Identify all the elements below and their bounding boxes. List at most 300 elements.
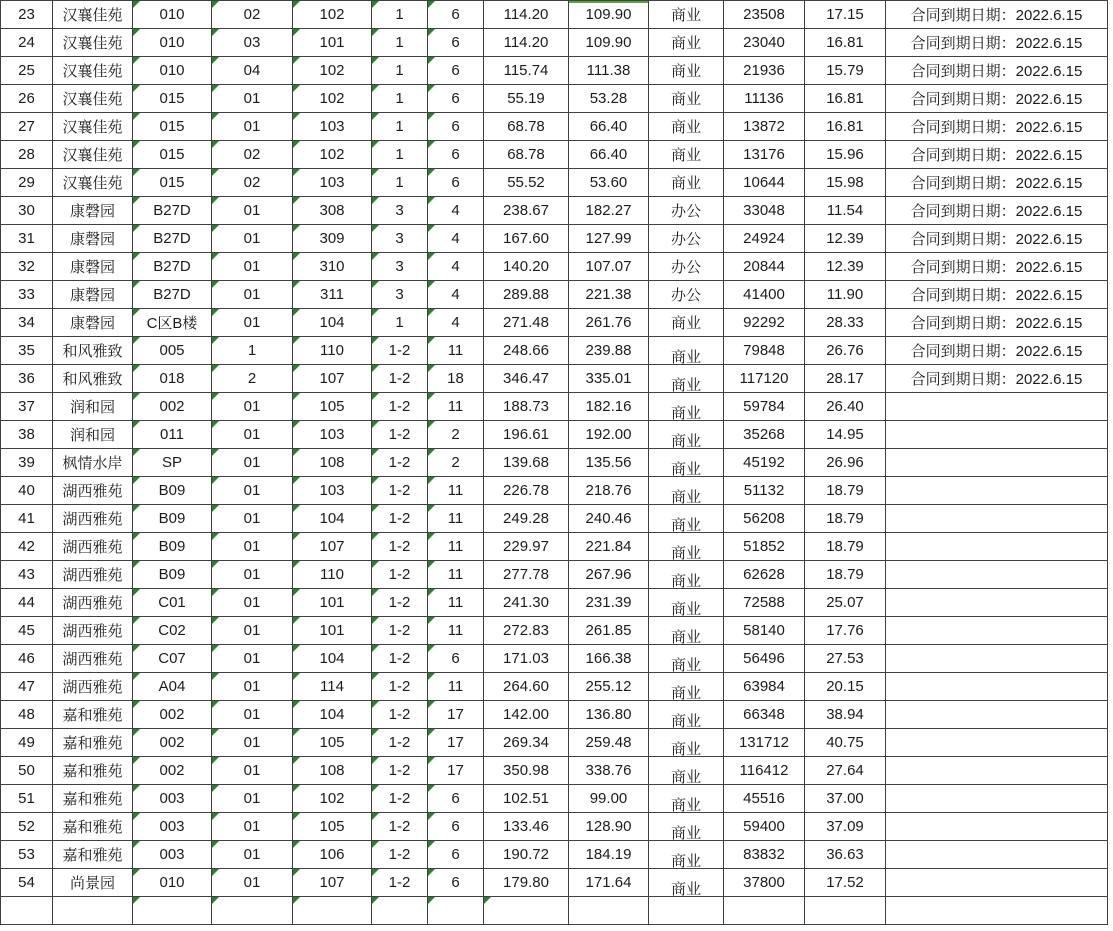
cell-amount[interactable]	[724, 281, 805, 309]
cell-count[interactable]	[428, 337, 484, 365]
cell-building[interactable]	[133, 617, 212, 645]
cell-area-inner[interactable]	[569, 449, 649, 477]
cell-unit-price[interactable]	[805, 617, 886, 645]
cell-area-inner[interactable]	[569, 337, 649, 365]
cell-seq[interactable]	[1, 337, 53, 365]
cell-floor[interactable]	[372, 561, 428, 589]
cell-area-total[interactable]	[484, 113, 569, 141]
cell-unit-price[interactable]	[805, 365, 886, 393]
cell-usage[interactable]	[649, 701, 724, 729]
cell-floor[interactable]	[372, 1, 428, 29]
cell-remark[interactable]	[886, 253, 1108, 281]
cell-count[interactable]	[428, 85, 484, 113]
cell-building[interactable]	[133, 561, 212, 589]
cell-area-total[interactable]	[484, 757, 569, 785]
cell-unit-price[interactable]	[805, 1, 886, 29]
cell-unit[interactable]	[212, 85, 293, 113]
cell-usage[interactable]	[649, 113, 724, 141]
cell-area-inner[interactable]	[569, 365, 649, 393]
cell-area-inner[interactable]	[569, 645, 649, 673]
cell-unit[interactable]	[212, 253, 293, 281]
cell-unit-price[interactable]	[805, 589, 886, 617]
cell-unit-price[interactable]	[805, 57, 886, 85]
cell-room[interactable]	[293, 561, 372, 589]
cell-remark[interactable]	[886, 589, 1108, 617]
cell-area-inner[interactable]	[569, 253, 649, 281]
cell-amount[interactable]	[724, 589, 805, 617]
cell-count[interactable]	[428, 589, 484, 617]
cell-usage[interactable]	[649, 617, 724, 645]
cell-remark[interactable]	[886, 729, 1108, 757]
cell-estate[interactable]	[53, 365, 133, 393]
cell-seq[interactable]	[1, 281, 53, 309]
cell-usage[interactable]	[649, 645, 724, 673]
cell-floor[interactable]	[372, 141, 428, 169]
cell-seq[interactable]	[1, 29, 53, 57]
cell-area-inner[interactable]	[569, 477, 649, 505]
cell-building[interactable]	[133, 533, 212, 561]
cell-building[interactable]	[133, 141, 212, 169]
cell-count[interactable]	[428, 113, 484, 141]
cell-building[interactable]	[133, 113, 212, 141]
cell-building[interactable]	[133, 505, 212, 533]
cell-room[interactable]	[293, 169, 372, 197]
cell-unit-price[interactable]	[805, 197, 886, 225]
cell-room[interactable]	[293, 673, 372, 701]
cell-count[interactable]	[428, 813, 484, 841]
cell-unit-price[interactable]	[805, 701, 886, 729]
cell-usage[interactable]	[649, 337, 724, 365]
cell-area-total[interactable]	[484, 589, 569, 617]
cell-seq[interactable]	[1, 169, 53, 197]
cell-area-total[interactable]	[484, 393, 569, 421]
cell-estate[interactable]	[53, 897, 133, 925]
cell-area-total[interactable]	[484, 645, 569, 673]
cell-count[interactable]	[428, 393, 484, 421]
cell-room[interactable]	[293, 533, 372, 561]
cell-estate[interactable]	[53, 225, 133, 253]
cell-count[interactable]	[428, 421, 484, 449]
cell-usage[interactable]	[649, 141, 724, 169]
cell-remark[interactable]	[886, 1, 1108, 29]
cell-area-total[interactable]	[484, 505, 569, 533]
cell-remark[interactable]	[886, 533, 1108, 561]
cell-estate[interactable]	[53, 169, 133, 197]
cell-building[interactable]	[133, 449, 212, 477]
cell-estate[interactable]	[53, 533, 133, 561]
cell-floor[interactable]	[372, 617, 428, 645]
cell-amount[interactable]	[724, 477, 805, 505]
cell-amount[interactable]	[724, 757, 805, 785]
cell-room[interactable]	[293, 29, 372, 57]
cell-usage[interactable]	[649, 57, 724, 85]
cell-unit-price[interactable]	[805, 673, 886, 701]
cell-area-total[interactable]	[484, 477, 569, 505]
cell-room[interactable]	[293, 589, 372, 617]
cell-building[interactable]	[133, 421, 212, 449]
cell-area-inner[interactable]	[569, 169, 649, 197]
cell-count[interactable]	[428, 673, 484, 701]
cell-seq[interactable]	[1, 617, 53, 645]
cell-estate[interactable]	[53, 29, 133, 57]
cell-unit-price[interactable]	[805, 141, 886, 169]
cell-remark[interactable]	[886, 225, 1108, 253]
cell-area-inner[interactable]	[569, 57, 649, 85]
cell-area-total[interactable]	[484, 253, 569, 281]
cell-room[interactable]	[293, 253, 372, 281]
cell-floor[interactable]	[372, 29, 428, 57]
cell-building[interactable]	[133, 197, 212, 225]
cell-room[interactable]	[293, 757, 372, 785]
cell-unit[interactable]	[212, 449, 293, 477]
cell-remark[interactable]	[886, 617, 1108, 645]
cell-seq[interactable]	[1, 533, 53, 561]
cell-area-total[interactable]	[484, 533, 569, 561]
cell-room[interactable]	[293, 477, 372, 505]
cell-usage[interactable]	[649, 281, 724, 309]
cell-amount[interactable]	[724, 561, 805, 589]
cell-unit[interactable]	[212, 589, 293, 617]
cell-usage[interactable]	[649, 785, 724, 813]
cell-area-total[interactable]	[484, 785, 569, 813]
cell-count[interactable]	[428, 505, 484, 533]
cell-remark[interactable]	[886, 169, 1108, 197]
cell-usage[interactable]	[649, 309, 724, 337]
cell-floor[interactable]	[372, 449, 428, 477]
cell-estate[interactable]	[53, 785, 133, 813]
cell-remark[interactable]	[886, 645, 1108, 673]
cell-usage[interactable]	[649, 673, 724, 701]
cell-amount[interactable]	[724, 421, 805, 449]
cell-amount[interactable]	[724, 533, 805, 561]
cell-amount[interactable]	[724, 505, 805, 533]
cell-room[interactable]	[293, 645, 372, 673]
cell-count[interactable]	[428, 29, 484, 57]
cell-seq[interactable]	[1, 505, 53, 533]
cell-area-inner[interactable]	[569, 729, 649, 757]
cell-amount[interactable]	[724, 813, 805, 841]
cell-area-total[interactable]	[484, 85, 569, 113]
cell-area-inner[interactable]	[569, 141, 649, 169]
cell-room[interactable]	[293, 1, 372, 29]
cell-usage[interactable]	[649, 561, 724, 589]
cell-area-inner[interactable]	[569, 757, 649, 785]
cell-area-inner[interactable]	[569, 897, 649, 925]
cell-count[interactable]	[428, 701, 484, 729]
cell-amount[interactable]	[724, 897, 805, 925]
cell-floor[interactable]	[372, 589, 428, 617]
cell-building[interactable]	[133, 589, 212, 617]
cell-remark[interactable]	[886, 841, 1108, 869]
cell-usage[interactable]	[649, 29, 724, 57]
cell-room[interactable]	[293, 785, 372, 813]
cell-usage[interactable]	[649, 477, 724, 505]
cell-floor[interactable]	[372, 225, 428, 253]
cell-remark[interactable]	[886, 449, 1108, 477]
cell-seq[interactable]	[1, 309, 53, 337]
cell-count[interactable]	[428, 197, 484, 225]
cell-unit-price[interactable]	[805, 281, 886, 309]
cell-amount[interactable]	[724, 85, 805, 113]
cell-count[interactable]	[428, 1, 484, 29]
cell-estate[interactable]	[53, 617, 133, 645]
cell-unit[interactable]	[212, 141, 293, 169]
cell-area-total[interactable]	[484, 365, 569, 393]
cell-room[interactable]	[293, 337, 372, 365]
cell-estate[interactable]	[53, 57, 133, 85]
cell-seq[interactable]	[1, 421, 53, 449]
cell-seq[interactable]	[1, 113, 53, 141]
cell-usage[interactable]	[649, 869, 724, 897]
cell-amount[interactable]	[724, 337, 805, 365]
cell-unit[interactable]	[212, 365, 293, 393]
cell-unit[interactable]	[212, 309, 293, 337]
cell-seq[interactable]	[1, 589, 53, 617]
cell-amount[interactable]	[724, 785, 805, 813]
cell-unit-price[interactable]	[805, 785, 886, 813]
cell-remark[interactable]	[886, 869, 1108, 897]
cell-seq[interactable]	[1, 869, 53, 897]
cell-estate[interactable]	[53, 841, 133, 869]
cell-area-total[interactable]	[484, 309, 569, 337]
cell-count[interactable]	[428, 645, 484, 673]
cell-room[interactable]	[293, 365, 372, 393]
cell-estate[interactable]	[53, 673, 133, 701]
cell-count[interactable]	[428, 561, 484, 589]
cell-floor[interactable]	[372, 729, 428, 757]
cell-floor[interactable]	[372, 197, 428, 225]
cell-usage[interactable]	[649, 225, 724, 253]
cell-room[interactable]	[293, 141, 372, 169]
cell-area-inner[interactable]	[569, 617, 649, 645]
cell-remark[interactable]	[886, 673, 1108, 701]
cell-area-inner[interactable]	[569, 813, 649, 841]
cell-count[interactable]	[428, 729, 484, 757]
cell-area-inner[interactable]	[569, 197, 649, 225]
cell-remark[interactable]	[886, 477, 1108, 505]
cell-unit[interactable]	[212, 757, 293, 785]
cell-amount[interactable]	[724, 869, 805, 897]
cell-floor[interactable]	[372, 85, 428, 113]
cell-remark[interactable]	[886, 197, 1108, 225]
cell-area-total[interactable]	[484, 141, 569, 169]
cell-amount[interactable]	[724, 673, 805, 701]
cell-area-total[interactable]	[484, 701, 569, 729]
cell-usage[interactable]	[649, 365, 724, 393]
cell-unit[interactable]	[212, 617, 293, 645]
cell-amount[interactable]	[724, 365, 805, 393]
cell-building[interactable]	[133, 225, 212, 253]
cell-amount[interactable]	[724, 729, 805, 757]
cell-count[interactable]	[428, 841, 484, 869]
cell-floor[interactable]	[372, 393, 428, 421]
cell-unit[interactable]	[212, 1, 293, 29]
cell-count[interactable]	[428, 869, 484, 897]
cell-unit[interactable]	[212, 673, 293, 701]
cell-floor[interactable]	[372, 785, 428, 813]
cell-remark[interactable]	[886, 757, 1108, 785]
cell-remark[interactable]	[886, 561, 1108, 589]
cell-area-inner[interactable]	[569, 561, 649, 589]
cell-unit[interactable]	[212, 841, 293, 869]
cell-estate[interactable]	[53, 85, 133, 113]
cell-amount[interactable]	[724, 309, 805, 337]
cell-area-total[interactable]	[484, 29, 569, 57]
cell-usage[interactable]	[649, 757, 724, 785]
cell-unit[interactable]	[212, 29, 293, 57]
cell-area-inner[interactable]	[569, 281, 649, 309]
cell-room[interactable]	[293, 309, 372, 337]
cell-estate[interactable]	[53, 281, 133, 309]
cell-building[interactable]	[133, 701, 212, 729]
cell-unit-price[interactable]	[805, 85, 886, 113]
cell-usage[interactable]	[649, 197, 724, 225]
cell-unit-price[interactable]	[805, 393, 886, 421]
cell-remark[interactable]	[886, 393, 1108, 421]
cell-unit-price[interactable]	[805, 421, 886, 449]
cell-unit-price[interactable]	[805, 729, 886, 757]
cell-amount[interactable]	[724, 169, 805, 197]
cell-floor[interactable]	[372, 897, 428, 925]
cell-area-inner[interactable]	[569, 589, 649, 617]
cell-floor[interactable]	[372, 253, 428, 281]
cell-floor[interactable]	[372, 421, 428, 449]
cell-estate[interactable]	[53, 477, 133, 505]
cell-estate[interactable]	[53, 729, 133, 757]
cell-remark[interactable]	[886, 29, 1108, 57]
cell-count[interactable]	[428, 141, 484, 169]
cell-remark[interactable]	[886, 421, 1108, 449]
cell-seq[interactable]	[1, 477, 53, 505]
cell-usage[interactable]	[649, 505, 724, 533]
cell-area-inner[interactable]	[569, 505, 649, 533]
cell-unit[interactable]	[212, 113, 293, 141]
cell-seq[interactable]	[1, 701, 53, 729]
cell-room[interactable]	[293, 421, 372, 449]
cell-estate[interactable]	[53, 309, 133, 337]
cell-room[interactable]	[293, 869, 372, 897]
cell-building[interactable]	[133, 365, 212, 393]
cell-remark[interactable]	[886, 701, 1108, 729]
cell-unit[interactable]	[212, 785, 293, 813]
cell-floor[interactable]	[372, 505, 428, 533]
cell-count[interactable]	[428, 365, 484, 393]
cell-unit[interactable]	[212, 813, 293, 841]
cell-seq[interactable]	[1, 645, 53, 673]
cell-area-total[interactable]	[484, 337, 569, 365]
cell-unit-price[interactable]	[805, 477, 886, 505]
cell-area-total[interactable]	[484, 449, 569, 477]
cell-remark[interactable]	[886, 85, 1108, 113]
cell-estate[interactable]	[53, 141, 133, 169]
cell-area-total[interactable]	[484, 197, 569, 225]
cell-unit[interactable]	[212, 561, 293, 589]
cell-amount[interactable]	[724, 57, 805, 85]
cell-unit[interactable]	[212, 169, 293, 197]
cell-building[interactable]	[133, 645, 212, 673]
cell-building[interactable]	[133, 253, 212, 281]
cell-estate[interactable]	[53, 505, 133, 533]
cell-usage[interactable]	[649, 533, 724, 561]
cell-area-inner[interactable]	[569, 85, 649, 113]
cell-estate[interactable]	[53, 589, 133, 617]
cell-amount[interactable]	[724, 393, 805, 421]
cell-floor[interactable]	[372, 841, 428, 869]
cell-floor[interactable]	[372, 645, 428, 673]
cell-seq[interactable]	[1, 225, 53, 253]
cell-usage[interactable]	[649, 729, 724, 757]
cell-seq[interactable]	[1, 729, 53, 757]
cell-remark[interactable]	[886, 309, 1108, 337]
cell-estate[interactable]	[53, 113, 133, 141]
cell-area-total[interactable]	[484, 169, 569, 197]
cell-count[interactable]	[428, 617, 484, 645]
cell-floor[interactable]	[372, 813, 428, 841]
cell-amount[interactable]	[724, 617, 805, 645]
cell-building[interactable]	[133, 1, 212, 29]
cell-seq[interactable]	[1, 85, 53, 113]
cell-area-inner[interactable]	[569, 841, 649, 869]
cell-amount[interactable]	[724, 645, 805, 673]
cell-unit-price[interactable]	[805, 225, 886, 253]
cell-seq[interactable]	[1, 813, 53, 841]
cell-area-inner[interactable]	[569, 1, 649, 29]
cell-unit[interactable]	[212, 197, 293, 225]
cell-count[interactable]	[428, 309, 484, 337]
cell-estate[interactable]	[53, 701, 133, 729]
cell-unit[interactable]	[212, 281, 293, 309]
cell-area-total[interactable]	[484, 281, 569, 309]
cell-room[interactable]	[293, 197, 372, 225]
cell-usage[interactable]	[649, 169, 724, 197]
cell-seq[interactable]	[1, 673, 53, 701]
cell-estate[interactable]	[53, 561, 133, 589]
cell-usage[interactable]	[649, 85, 724, 113]
cell-floor[interactable]	[372, 281, 428, 309]
cell-count[interactable]	[428, 253, 484, 281]
cell-building[interactable]	[133, 57, 212, 85]
cell-unit-price[interactable]	[805, 309, 886, 337]
cell-amount[interactable]	[724, 841, 805, 869]
cell-usage[interactable]	[649, 421, 724, 449]
cell-unit-price[interactable]	[805, 813, 886, 841]
cell-floor[interactable]	[372, 533, 428, 561]
cell-amount[interactable]	[724, 701, 805, 729]
cell-unit[interactable]	[212, 393, 293, 421]
cell-room[interactable]	[293, 85, 372, 113]
cell-unit-price[interactable]	[805, 757, 886, 785]
cell-building[interactable]	[133, 841, 212, 869]
cell-area-total[interactable]	[484, 225, 569, 253]
cell-remark[interactable]	[886, 365, 1108, 393]
cell-unit-price[interactable]	[805, 337, 886, 365]
cell-amount[interactable]	[724, 29, 805, 57]
cell-usage[interactable]	[649, 393, 724, 421]
cell-floor[interactable]	[372, 57, 428, 85]
cell-area-total[interactable]	[484, 57, 569, 85]
cell-area-inner[interactable]	[569, 533, 649, 561]
cell-floor[interactable]	[372, 869, 428, 897]
cell-estate[interactable]	[53, 337, 133, 365]
cell-room[interactable]	[293, 281, 372, 309]
cell-unit-price[interactable]	[805, 561, 886, 589]
cell-area-inner[interactable]	[569, 113, 649, 141]
cell-remark[interactable]	[886, 813, 1108, 841]
cell-remark[interactable]	[886, 281, 1108, 309]
cell-room[interactable]	[293, 617, 372, 645]
cell-building[interactable]	[133, 281, 212, 309]
cell-area-inner[interactable]	[569, 421, 649, 449]
